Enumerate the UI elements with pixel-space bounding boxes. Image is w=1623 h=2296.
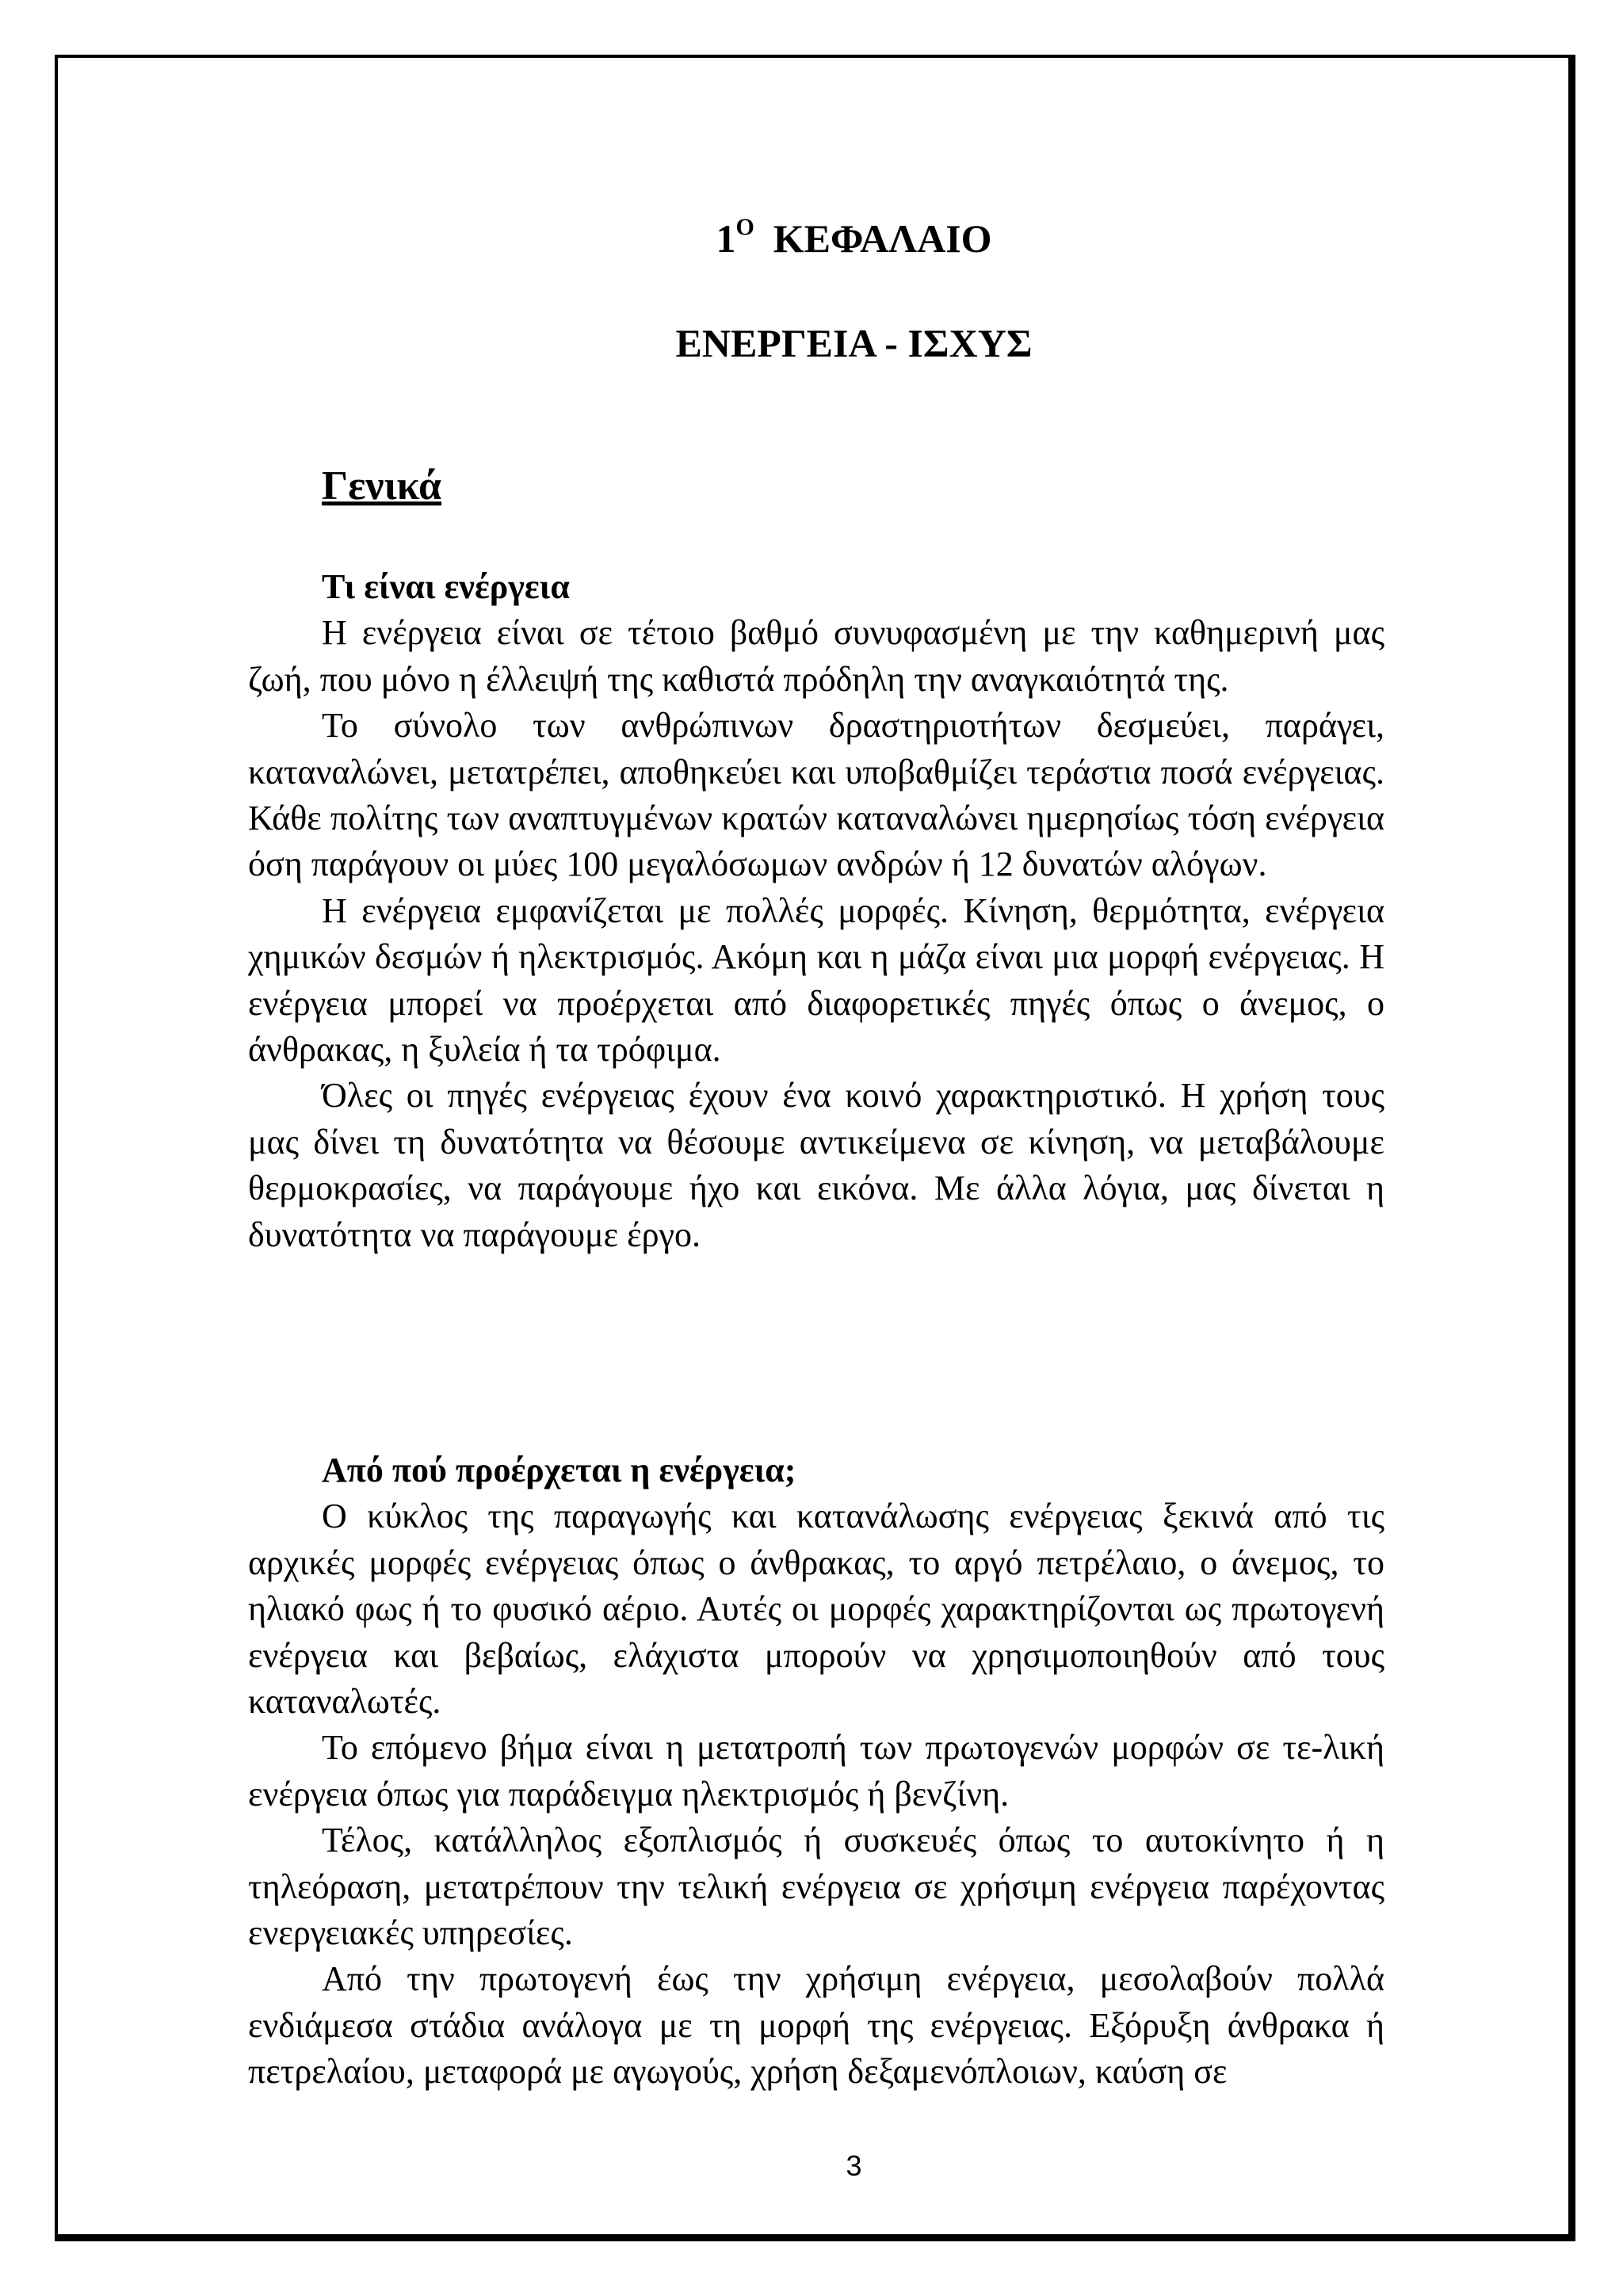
chapter-title: ΕΝΕΡΓΕΙΑ - ΙΣΧΥΣ [675,321,1033,365]
subheading: Τι είναι ενέργεια [322,567,570,606]
chapter-label: ΚΕΦΑΛΑΙΟ [773,216,992,261]
paragraph: Η ενέργεια είναι σε τέτοιο βαθμό συνυφασμένη με την καθημερινή μας ζωή, που μόνο η έλλειψή της καθιστά πρόδηλη την αναγκαιότητά της. [248,613,1384,699]
chapter-number: 1 [716,216,736,261]
page-number: 3 [846,2149,862,2182]
subheading: Από πού προέρχεται η ενέργεια; [322,1451,796,1489]
paragraph: Το επόμενο βήμα είναι η μετατροπή των πρωτογενών μορφών σε τε-λική ενέργεια όπως για παράδειγμα ηλεκτρισμός ή βενζίνη. [248,1728,1384,1814]
paragraph: Όλες οι πηγές ενέργειας έχουν ένα κοινό χαρακτηριστικό. Η χρήση τους μας δίνει τη δυνατότητα να θέσουμε αντικείμενα σε κίνηση, να μεταβάλουμε θερμοκρασίες, να παράγουμε ήχο και εικόνα. Με άλλα λόγια, μας δίνεται η δυνατότητα να παράγουμε έργο. [248,1076,1384,1254]
section-what-is-energy [248,564,1384,1258]
paragraph: Η ενέργεια εμφανίζεται με πολλές μορφές. Κίνηση, θερμότητα, ενέργεια χημικών δεσμών ή ηλεκτρισμός. Ακόμη και η μάζα είναι μια μορφή ενέργειας. Η ενέργεια μπορεί να προέρχεται από διαφορετικές πηγές όπως ο άνεμος, ο άνθρακας, η ξυλεία ή τα τρόφιμα. [248,891,1384,1070]
paragraph: Από την πρωτογενή έως την χρήσιμη ενέργεια, μεσολαβούν πολλά ενδιάμεσα στάδια ανάλογα με τη μορφή της ενέργειας. Εξόρυξη άνθρακα ή πετρελαίου, μεταφορά με αγωγούς, χρήση δεξαμενόπλοιων, καύση σε [248,1959,1384,2092]
section-where-energy-comes-from [248,1447,1384,2096]
chapter-superscript: Ο [735,214,754,240]
paragraph: Τέλος, κατάλληλος εξοπλισμός ή συσκευές όπως το αυτοκίνητο ή η τηλεόραση, μετατρέπουν την τελική ενέργεια σε χρήσιμη ενέργεια παρέχοντας ενεργειακές υπηρεσίες. [248,1821,1384,1953]
chapter-heading [0,215,1623,261]
section-heading: Γενικά [322,463,442,509]
paragraph: Ο κύκλος της παραγωγής και κατανάλωσης ενέργειας ξεκινά από τις αρχικές μορφές ενέργειας όπως ο άνθρακας, το αργό πετρέλαιο, ο άνεμος, το ηλιακό φως ή το φυσικό αέριο. Αυτές οι μορφές χαρακτηρίζονται ως πρωτογενή ενέργεια και βεβαίως, ελάχιστα μπορούν να χρησιμοποιηθούν από τους καταναλωτές. [248,1497,1384,1722]
paragraph: Το σύνολο των ανθρώπινων δραστηριοτήτων δεσμεύει, παράγει, καταναλώνει, μετατρέπει, αποθηκεύει και υποβαθμίζει τεράστια ποσά ενέργειας. Κάθε πολίτης των αναπτυγμένων κρατών καταναλώνει ημερησίως τόση ενέργεια όση παράγουν οι μύες 100 μεγαλόσωμων ανδρών ή 12 δυνατών αλόγων. [248,706,1384,884]
